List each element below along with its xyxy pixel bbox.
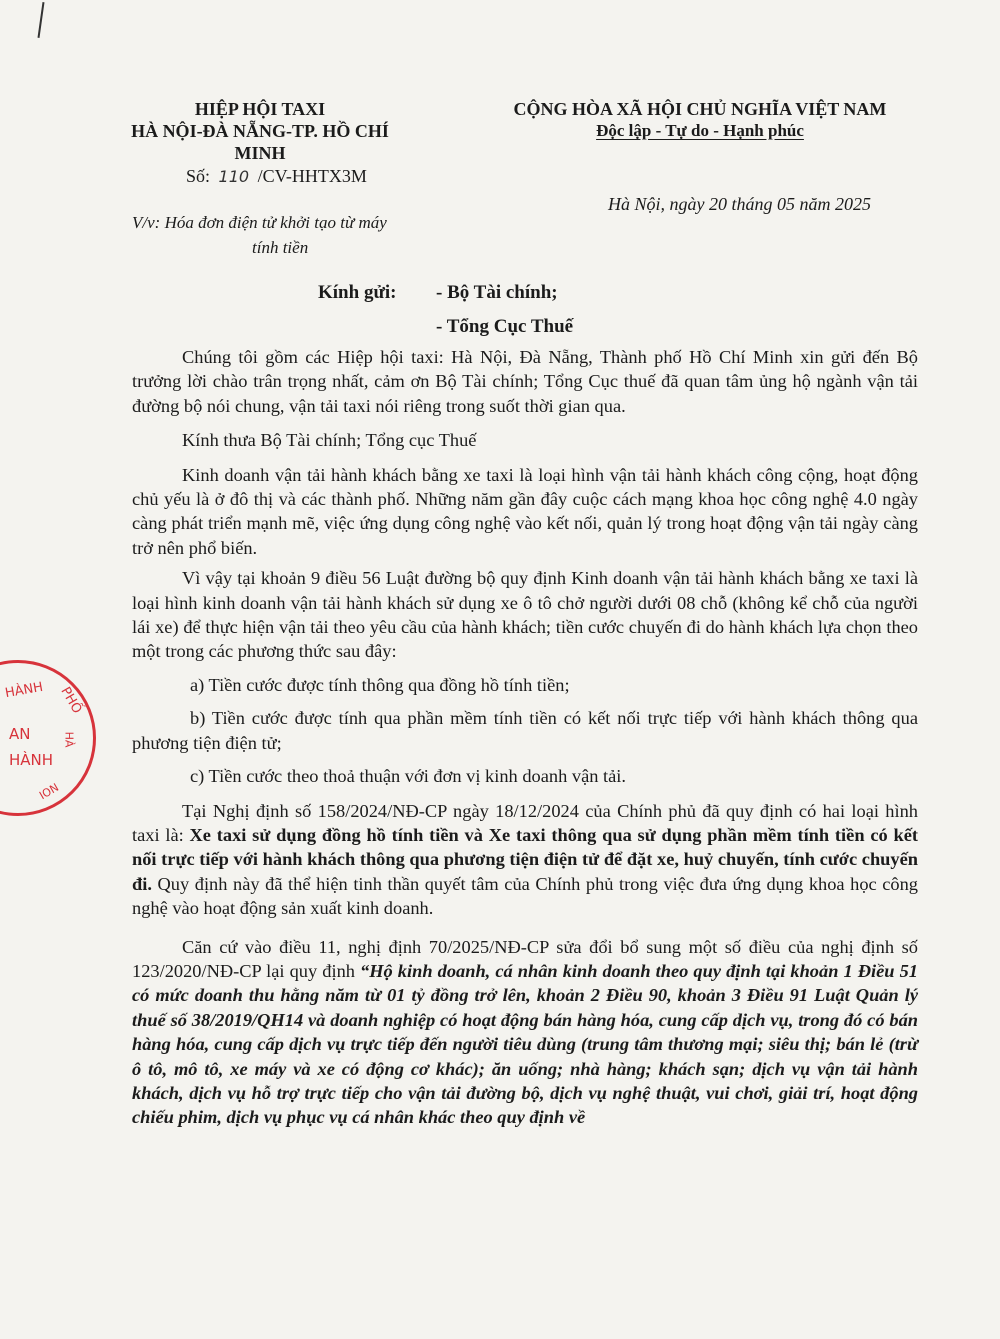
org-name-line1: HIỆP HỘI TAXI <box>194 99 326 119</box>
document-number-handwritten: 110 <box>218 167 250 186</box>
stamp-text-1: HÀNH <box>3 679 45 702</box>
recipient-1: - Bộ Tài chính; <box>436 282 558 303</box>
list-item-a: a) Tiền cước được tính thông qua đồng hồ tính tiền; <box>190 674 570 695</box>
paragraph-context: Kinh doanh vận tải hành khách bằng xe taxi là loại hình vận tải hành khách công cộng, hoạt động chủ yếu là ở đô thị và các thành phố. Những năm gần đây cuộc cách mạng khoa học công nghệ 4.0 ngày càng phát triển mạnh mẽ, việc ứng dụng công nghệ vào kết nối, quản lý trong hoạt động vận tải ngày càng trở nên phổ biến. <box>132 464 918 558</box>
recipient-2: - Tổng Cục Thuế <box>436 316 574 337</box>
stamp-text-4: HÀNH <box>9 751 54 769</box>
document-number-label: Số: <box>186 166 211 186</box>
decree-70-text-start: Căn cứ vào điều 11, nghị định 70/2025/NĐ-CP sửa đổi bổ sung một số điều của nghị định số 123/2020/NĐ-CP lại quy định <box>132 936 918 981</box>
recipient-label: Kính gửi: <box>318 282 397 303</box>
paragraph-intro: Chúng tôi gồm các Hiệp hội taxi: Hà Nội, Đà Nẵng, Thành phố Hồ Chí Minh xin gửi đến Bộ trưởng lời chào trân trọng nhất, cảm ơn Bộ Tài chính; Tổng Cục thuế đã quan tâm ủng hộ ngành vận tải đường bộ nói chung, vận tải taxi nói riêng trong suốt thời gian qua. <box>132 347 918 416</box>
national-header <box>480 98 920 142</box>
stamp-text-6: ION <box>37 780 62 803</box>
pen-mark <box>38 2 45 38</box>
subject-line <box>132 210 452 260</box>
stamp-text-3: AN <box>9 725 31 743</box>
document-number <box>186 166 367 187</box>
list-item-b: b) Tiền cước được tính qua phần mềm tính tiền có kết nối trực tiếp với hành khách thông qua phương tiện điện tử; <box>132 708 918 753</box>
recipient-block <box>318 276 574 337</box>
org-name-line2: HÀ NỘI-ĐÀ NẴNG-TP. HỒ CHÍ MINH <box>131 121 389 163</box>
letter-body <box>132 345 918 1130</box>
decree-158-text-end: Quy định này đã thể hiện tinh thần quyết tâm của Chính phủ trong việc đưa ứng dụng khoa học công nghệ vào hoạt động sản xuất kinh doanh. <box>132 873 918 919</box>
subject-line-2: tính tiền <box>252 238 309 257</box>
stamp-text-5: HÀ <box>62 731 76 748</box>
national-motto: Độc lập - Tự do - Hạnh phúc <box>596 121 804 140</box>
stamp-text-2: PHỐ <box>57 684 85 717</box>
paragraph-decree-70 <box>132 935 918 1130</box>
list-item-c: c) Tiền cước theo thoả thuận với đơn vị kinh doanh vận tải. <box>190 766 627 787</box>
document-date: Hà Nội, ngày 20 tháng 05 năm 2025 <box>608 194 871 214</box>
decree-158-text-bold: Xe taxi sử dụng đồng hồ tính tiền và Xe taxi thông qua sử dụng phần mềm tính tiền có kết nối trực tiếp với hành khách thông qua phương tiện điện tử để đặt xe, huỷ chuyến, tính cước chuyến đi. <box>132 824 918 894</box>
country-name: CỘNG HÒA XÃ HỘI CHỦ NGHĨA VIỆT NAM <box>513 99 887 119</box>
paragraph-salutation: Kính thưa Bộ Tài chính; Tổng cục Thuế <box>182 430 477 451</box>
document-number-suffix: /CV-HHTX3M <box>257 166 367 186</box>
paragraph-law: Vì vậy tại khoản 9 điều 56 Luật đường bộ quy định Kinh doanh vận tải hành khách bằng xe taxi là loại hình kinh doanh vận tải hành khách sử dụng xe ô tô chở người dưới 08 chỗ (không kể chỗ của người lái xe) để thực hiện vận tải theo yêu cầu của hành khách; tiền cước chuyến đi do hành khách lựa chọn theo một trong các phương thức sau đây: <box>132 568 918 662</box>
subject-line-1: V/v: Hóa đơn điện tử khởi tạo từ máy <box>132 213 387 232</box>
decree-70-quote: “Hộ kinh doanh, cá nhân kinh doanh theo quy định tại khoản 1 Điều 51 có mức doanh thu hằng năm từ 01 tỷ đồng trở lên, khoản 2 Điều 90, khoản 3 Điều 91 Luật Quản lý thuế số 38/2019/QH14 và doanh nghiệp có hoạt động bán hàng hóa, cung cấp dịch vụ, trong đó có bán hàng hóa, cung cấp dịch vụ trực tiếp đến người tiêu dùng (trung tâm thương mại; siêu thị; bán lẻ (trừ ô tô, mô tô, xe máy và xe có động cơ khác); ăn uống; nhà hàng; khách sạn; dịch vụ vận tải hành khách, dịch vụ hỗ trợ trực tiếp cho vận tải đường bộ, dịch vụ nghệ thuật, vui chơi, giải trí, hoạt động chiếu phim, dịch vụ phục vụ cá nhân khác theo quy định về <box>132 960 918 1128</box>
paragraph-decree-158 <box>132 799 918 921</box>
official-stamp <box>0 660 96 816</box>
decree-158-text-start: Tại Nghị định số 158/2024/NĐ-CP ngày 18/12/2024 của Chính phủ đã quy định có hai loại hình taxi là: <box>132 800 918 845</box>
organization-header <box>110 98 410 164</box>
